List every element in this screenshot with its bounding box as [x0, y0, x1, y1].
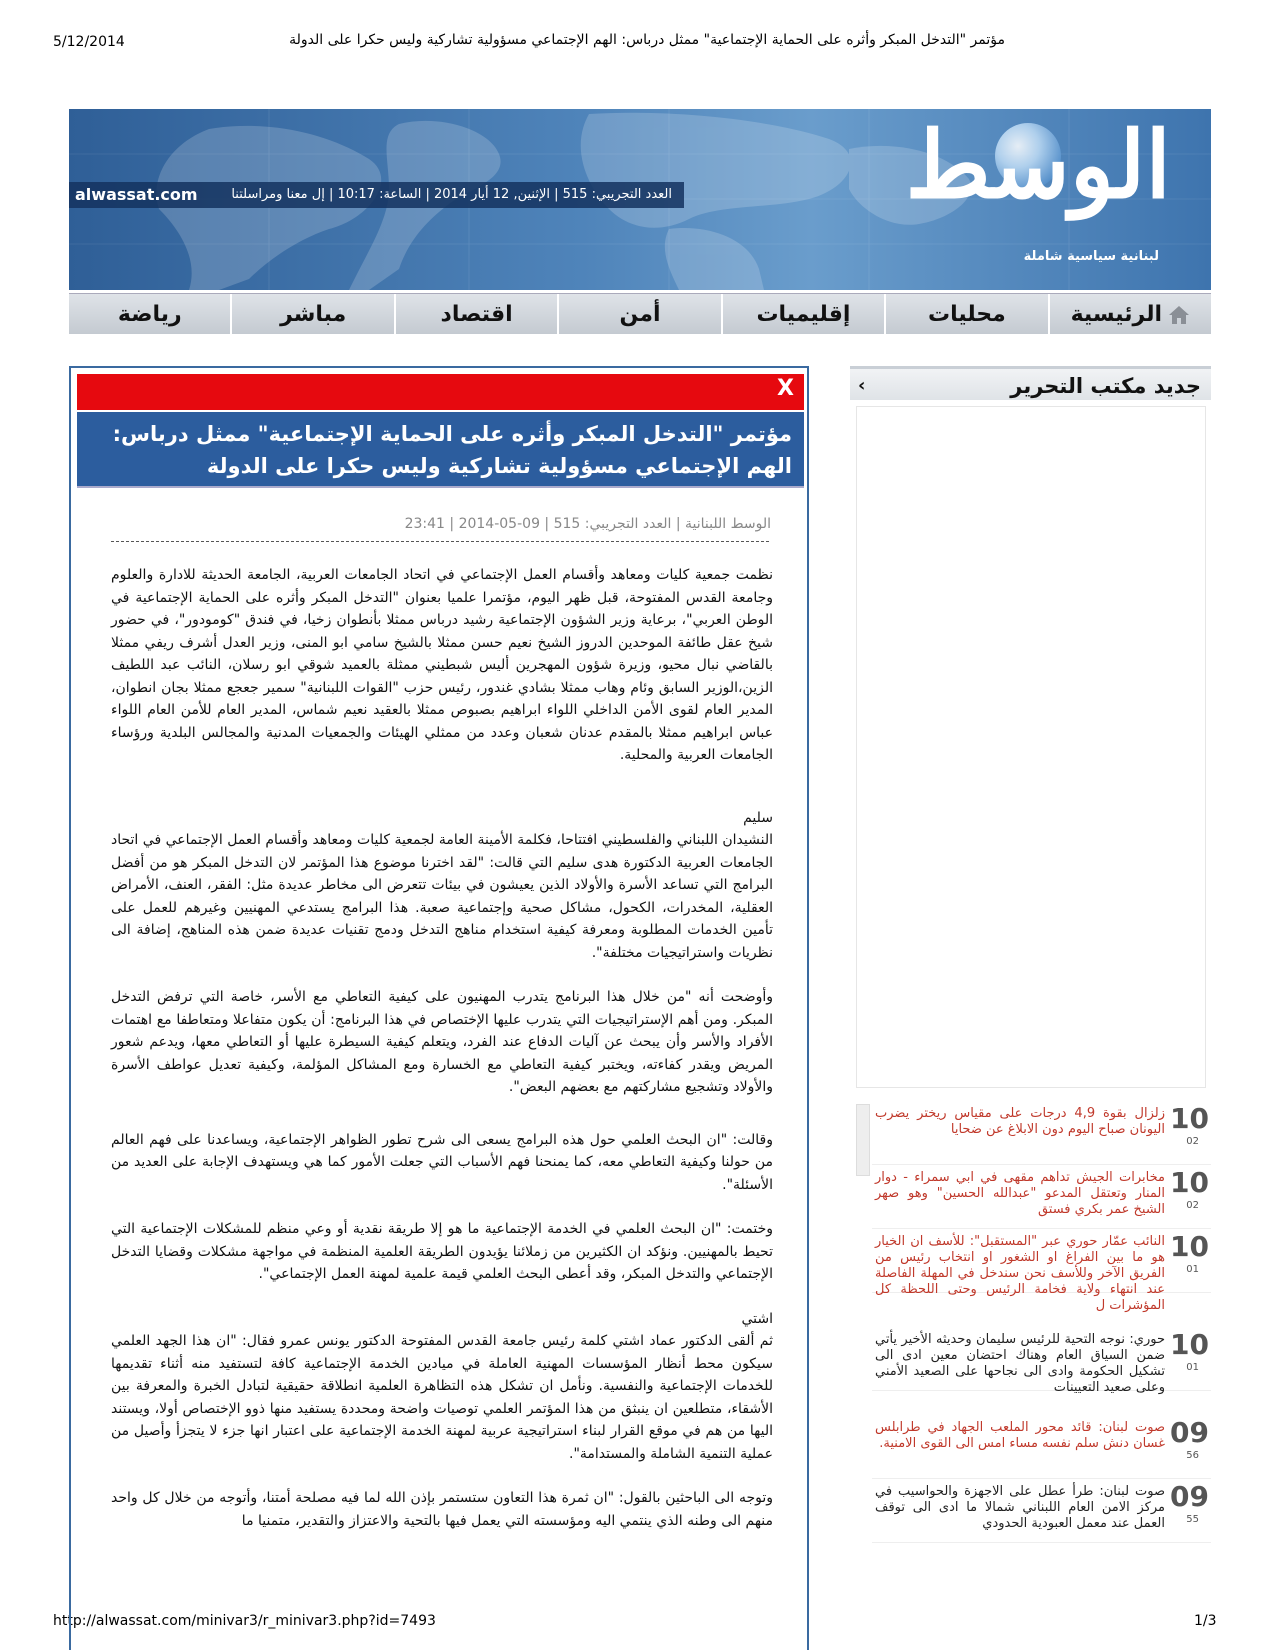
news-day: 10	[1170, 1102, 1209, 1135]
news-day: 10	[1170, 1166, 1209, 1199]
print-date: 5/12/2014	[53, 34, 125, 50]
chevron-right-icon: ›	[858, 375, 866, 396]
main-nav	[69, 293, 1211, 334]
divider	[111, 541, 769, 542]
news-item[interactable]	[872, 1328, 1211, 1395]
news-item[interactable]	[872, 1482, 1211, 1543]
news-headline[interactable]: مخابرات الجيش تداهم مقهى في ابي سمراء - دوار المنار وتعتقل المدعو "عبدالله الحسين" وهو صهر الشيخ عمر بكري فستق	[875, 1170, 1165, 1217]
site-banner	[69, 109, 1211, 290]
sidebar	[850, 366, 1211, 1650]
print-title: مؤتمر "التدخل المبكر وأثره على الحماية الإجتماعية" ممثل درباس: الهم الإجتماعي مسؤولية تشاركية وليس حكرا على الدولة	[289, 32, 1005, 48]
paragraph: النشيدان اللبناني والفلسطيني افتتاحا، فكلمة الأمينة العامة لجمعية كليات ومعاهد وأقسام العمل الإجتماعي في اتحاد الجامعات العربية الدكتورة هدى سليم التي قالت: "لقد اخترنا موضوع هذا المؤتمر لان التدخل المبكر هو من أفضل البرامج التي تساعد الأسرة والأولاد الذين يعيشون في بيئات تتعرض الى مخاطر عديدة مثل: الفقر، العنف، الأمراض العقلية، المخدرات، الكحول، مشاكل صحية وإجتماعية صعبة. هذا البرامج يستدعي المهنيين وغيرهم للعمل على تأمين الخدمات المطلوبة ومعرفة كيفية استخدام مناهج التدخل ودمج تقنيات عديدة ضمن هذه المناهج، إضافة الى نظريات واستراتيجيات مختلفة".	[111, 832, 773, 961]
news-scrollbar[interactable]	[856, 1104, 870, 1176]
section-heading: سليم	[743, 809, 773, 826]
sidebar-ad-space	[856, 406, 1206, 1088]
nav-item-home[interactable]	[1048, 294, 1211, 334]
section-heading: اشتي	[741, 1310, 773, 1327]
article-title: مؤتمر "التدخل المبكر وأثره على الحماية الإجتماعية" ممثل درباس: الهم الإجتماعي مسؤولية تشاركية وليس حكرا على الدولة	[77, 412, 804, 488]
article-panel	[69, 366, 809, 1650]
paragraph: وأوضحت أنه "من خلال هذا البرنامج يتدرب المهنيون على كيفية التعاطي مع الأسر، خاصة التي ترفض التدخل المبكر. ومن أهم الإستراتيجيات التي يتدرب عليها الإختصاص في هذا البرنامج: أن يكون متفاعلا ومتعاطفا مع اهتمات الأفراد والأسر وأن يبحث عن آليات الدفاع عند الفرد، ويتعلم كيفية السيطرة عليها أو التعاطي معها، ويدعم شعور المريض ويقدر كفاءته، ويختبر كيفية التعاطي مع الخسارة ومع المشاكل المؤلمة، وكيفية تعديل عواطف الأسرة والأولاد وتشجيع مشاركتهم مع بعضهم البعض".	[111, 989, 773, 1095]
print-url: http://alwassat.com/minivar3/r_minivar3.php?id=7493	[53, 1613, 436, 1629]
news-headline[interactable]: حوري: نوجه التحية للرئيس سليمان وحديثه الأخير يأتي ضمن السياق العام وهناك احتضان معين ادى الى تشكيل الحكومة وادى الى نجاحها على الصعيد الأمني وعلى صعيد التعيينات	[875, 1332, 1165, 1395]
news-headline[interactable]: صوت لبنان: طرأ عطل على الاجهزة والحواسيب في مركز الامن العام اللبناني شمالا ما ادى الى توقف العمل عند معمل العبودية الحدودي	[875, 1484, 1165, 1531]
issue-info-strip: العدد التجريبي: 515 | الإثنين, 12 أيار 2014 | الساعة: 10:17 | إل معنا ومراسلتنا	[69, 182, 684, 208]
news-day: 09	[1170, 1416, 1209, 1449]
news-day: 10	[1170, 1328, 1209, 1361]
site-logo[interactable]: الوسط	[905, 111, 1171, 219]
sidebar-heading-text: جديد مكتب التحرير	[1010, 374, 1201, 398]
paragraph: نظمت جمعية كليات ومعاهد وأقسام العمل الإجتماعي في اتحاد الجامعات العربية، الجامعة الحديثة للادارة والعلوم وجامعة القدس المفتوحة، قبل ظهر اليوم، مؤتمرا علميا بعنوان "التدخل المبكر وأثره على الحماية الإجتماعية في الوطن العربي"، برعاية وزير الشؤون الإجتماعية رشيد درباس ممثلا بأنطوان زخيا، في فندق "كومودور"، في حضور شيخ عقل طائفة الموحدين الدروز الشيخ نعيم حسن ممثلا بالشيخ سامي ابو المنى، وزير العدل أشرف ريفي ممثلا بالقاضي نبال محيو، وزيرة شؤون المهجرين أليس شبطيني ممثلة بالعميد شوقي ابو رسلان، النائب عبد اللطيف الزين،الوزير السابق وئام وهاب ممثلا بشادي غندور، رئيس حزب "القوات اللبنانية" سمير جعجع ممثلا بجان انطوان، المدير العام لقوى الأمن الداخلي اللواء ابراهيم بصبوص ممثلا بالعقيد نعيم شماس، المدير العام للأمن العام اللواء عباس ابراهيم ممثلا بالمقدم عدنان شعبان وعدد من ممثلي الهيئات والجمعيات المدنية والمجالس البلدية ورؤساء الجامعات العربية والمحلية.	[111, 567, 773, 763]
news-time: 01	[1186, 1264, 1199, 1275]
home-icon	[1170, 305, 1190, 323]
news-day: 09	[1170, 1480, 1209, 1513]
paragraph: ثم ألقى الدكتور عماد اشتي كلمة رئيس جامعة القدس المفتوحة الدكتور يونس عمرو فقال: "ان هذا الجهد العلمي سيكون محط أنظار المؤسسات المهنية العاملة في ميادين الخدمة الإجتماعية كافة لتستفيد منه أثناء تقديمها للخدمات الإجتماعية والنفسية. ونأمل ان تشكل هذه التظاهرة العلمية انطلاقة حقيقية لتبادل الخبرة والمعرفة بين الأشقاء، متطلعين ان ينبثق من هذا المؤتمر العلمي توصيات واضحة ومحددة يستفيد منها ذوو الإختصاص أولا، ويستند اليها من هم في موقع القرار لبناء استراتيجية عربية لمهنة الخدمة الإجتماعية على اعتبار انها جزء لا يتجزأ وأصيل من عملية التنمية الشاملة والمستدامة".	[111, 1333, 773, 1462]
paragraph: وقالت: "ان البحث العلمي حول هذه البرامج يسعى الى شرح تطور الظواهر الإجتماعية، ويساعدنا على فهم العالم من حولنا وكيفية التعاطي معه، كما يمنحنا فهم الأسباب التي جعلت الأمور كما هي ويستهدف الإجابة على العديد من الأسئلة".	[111, 1131, 773, 1193]
news-item[interactable]	[872, 1168, 1211, 1229]
news-item[interactable]	[872, 1418, 1211, 1479]
news-headline[interactable]: صوت لبنان: قائد محور الملعب الجهاد في طرابلس غسان دنش سلم نفسه مساء امس الى القوى الامنية.	[875, 1420, 1165, 1451]
article-body	[111, 564, 773, 1554]
sidebar-heading	[850, 366, 1211, 400]
nav-item-local[interactable]: محليات	[884, 294, 1047, 334]
news-item[interactable]	[872, 1230, 1211, 1313]
news-day: 10	[1170, 1230, 1209, 1263]
nav-item-economy[interactable]: اقتصاد	[394, 294, 557, 334]
news-time: 01	[1186, 1362, 1199, 1373]
news-headline[interactable]: النائب عمّار حوري عبر "المستقبل": للأسف ان الخيار هو ما بين الفراغ او الشغور او انتخاب رئيس من الفريق الآخر وللأسف نحن سندخل في المهلة الفاصلة عند انتهاء ولاية فخامة الرئيس وحتى اللحظة كل المؤشرات ل	[875, 1234, 1165, 1313]
nav-item-live[interactable]: مباشر	[230, 294, 393, 334]
site-domain[interactable]: alwassat.com	[75, 185, 198, 204]
news-time: 56	[1186, 1450, 1199, 1461]
site-tagline: لبنانية سياسية شاملة	[1023, 249, 1159, 264]
nav-item-regional[interactable]: إقليميات	[721, 294, 884, 334]
article-close-bar	[77, 374, 804, 410]
paragraph: وتوجه الى الباحثين بالقول: "ان ثمرة هذا التعاون ستستمر بإذن الله لما فيه مصلحة أمتنا، وأتوجه من خلال كل واحد منهم الى وطنه الذي ينتمي اليه ومؤسسته التي يعمل فيها بالتحية والاعتزاز والتقدير، متمنيا ما	[111, 1490, 773, 1529]
print-page-number: 1/3	[1194, 1613, 1217, 1629]
nav-item-security[interactable]: أمن	[557, 294, 720, 334]
news-time: 02	[1186, 1200, 1199, 1211]
news-time: 55	[1186, 1514, 1199, 1525]
paragraph: وختمت: "ان البحث العلمي في الخدمة الإجتماعية ما هو إلا طريقة نقدية أو وعي منظم للمشكلات الإجتماعية التي تحيط بالمهنيين. ونؤكد ان الكثيرين من زملائنا يؤيدون الطريقة العلمية المنظمة في مواجهة مشكلات وقضايا التدخل الإجتماعي والتدخل المبكر، وقد أعطى البحث العلمي قيمة علمية لمهنة العمل الإجتماعي".	[111, 1221, 773, 1282]
nav-item-sports[interactable]: رياضة	[69, 294, 230, 334]
news-time: 02	[1186, 1136, 1199, 1147]
article-meta: الوسط اللبنانية | العدد التجريبي: 515 | 09-05-2014 | 23:41	[404, 516, 771, 532]
news-headline[interactable]: زلزال بقوة 4,9 درجات على مقياس ريختر يضرب اليونان صباح اليوم دون الابلاغ عن ضحايا	[875, 1106, 1165, 1137]
news-item[interactable]	[872, 1104, 1211, 1165]
nav-item-label: الرئيسية	[1070, 301, 1163, 327]
close-button[interactable]: X	[777, 376, 794, 401]
